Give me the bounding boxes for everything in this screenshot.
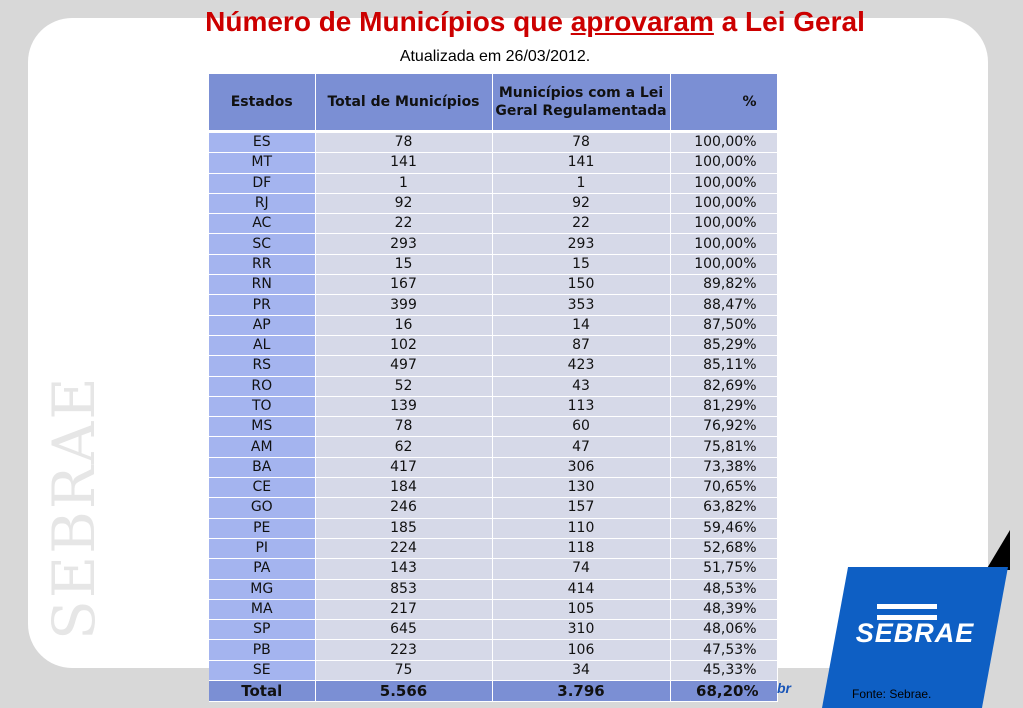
table-row [209, 396, 777, 416]
cell-total: 15 [315, 254, 492, 274]
cell-estado: RR [209, 254, 315, 274]
cell-percent: 100,00% [670, 153, 777, 173]
table-row [209, 376, 777, 396]
cell-total: 223 [315, 640, 492, 660]
cell-total: 143 [315, 559, 492, 579]
cell-percent: 70,65% [670, 478, 777, 498]
cell-percent: 45,33% [670, 660, 777, 680]
cell-regulamentada: 414 [492, 579, 670, 599]
cell-percent: 100,00% [670, 234, 777, 254]
table-total-row [209, 681, 777, 702]
table-row [209, 518, 777, 538]
header-municipios-lei-geral: Municípios com a Lei Geral Regulamentada [492, 74, 670, 132]
cell-regulamentada: 141 [492, 153, 670, 173]
cell-percent: 52,68% [670, 538, 777, 558]
table-row [209, 498, 777, 518]
cell-estado: SC [209, 234, 315, 254]
cell-total: 185 [315, 518, 492, 538]
cell-total: 22 [315, 214, 492, 234]
cell-regulamentada: 353 [492, 295, 670, 315]
total-label: Total [209, 681, 315, 702]
cell-total: 497 [315, 356, 492, 376]
cell-percent: 48,53% [670, 579, 777, 599]
header-estados: Estados [209, 74, 315, 132]
table-row [209, 315, 777, 335]
table-row [209, 457, 777, 477]
cell-total: 78 [315, 132, 492, 153]
cell-estado: RJ [209, 193, 315, 213]
cell-percent: 100,00% [670, 132, 777, 153]
municipios-table [209, 74, 778, 702]
sebrae-watermark: SEBRAE [40, 375, 108, 640]
source-note: Fonte: Sebrae. [852, 687, 932, 701]
title-part-1: Número de Municípios que [205, 6, 571, 37]
cell-regulamentada: 14 [492, 315, 670, 335]
cell-regulamentada: 130 [492, 478, 670, 498]
decor-triangle [986, 530, 1010, 570]
cell-estado: AC [209, 214, 315, 234]
cell-regulamentada: 1 [492, 173, 670, 193]
table-row [209, 356, 777, 376]
cell-percent: 85,29% [670, 335, 777, 355]
title-underlined-word: aprovaram [570, 6, 714, 37]
cell-percent: 76,92% [670, 417, 777, 437]
table-row [209, 437, 777, 457]
update-date: Atualizada em 26/03/2012. [399, 48, 591, 65]
table-row [209, 417, 777, 437]
cell-estado: PE [209, 518, 315, 538]
cell-estado: RN [209, 275, 315, 295]
cell-total: 141 [315, 153, 492, 173]
cell-percent: 63,82% [670, 498, 777, 518]
cell-percent: 100,00% [670, 193, 777, 213]
cell-total: 52 [315, 376, 492, 396]
total-regulamentada: 3.796 [492, 681, 670, 702]
cell-estado: TO [209, 396, 315, 416]
cell-total: 399 [315, 295, 492, 315]
cell-estado: PA [209, 559, 315, 579]
cell-total: 92 [315, 193, 492, 213]
cell-regulamentada: 157 [492, 498, 670, 518]
cell-estado: PI [209, 538, 315, 558]
table-body [209, 132, 777, 681]
cell-regulamentada: 15 [492, 254, 670, 274]
cell-total: 645 [315, 620, 492, 640]
table-row [209, 478, 777, 498]
cell-regulamentada: 293 [492, 234, 670, 254]
table-row [209, 132, 777, 153]
table-row [209, 173, 777, 193]
cell-total: 246 [315, 498, 492, 518]
table-row [209, 660, 777, 680]
table-row [209, 275, 777, 295]
cell-estado: SP [209, 620, 315, 640]
sebrae-logo-text: SEBRAE [855, 618, 975, 648]
table-row [209, 599, 777, 619]
cell-regulamentada: 310 [492, 620, 670, 640]
table-row [209, 234, 777, 254]
header-percent: % [670, 74, 777, 132]
cell-percent: 47,53% [670, 640, 777, 660]
cell-estado: SE [209, 660, 315, 680]
cell-percent: 75,81% [670, 437, 777, 457]
table-row [209, 335, 777, 355]
cell-estado: MG [209, 579, 315, 599]
cell-regulamentada: 43 [492, 376, 670, 396]
cell-percent: 82,69% [670, 376, 777, 396]
cell-percent: 48,39% [670, 599, 777, 619]
cell-regulamentada: 306 [492, 457, 670, 477]
cell-regulamentada: 113 [492, 396, 670, 416]
cell-estado: MA [209, 599, 315, 619]
table-row [209, 254, 777, 274]
cell-regulamentada: 78 [492, 132, 670, 153]
cell-total: 75 [315, 660, 492, 680]
cell-estado: PB [209, 640, 315, 660]
cell-estado: MS [209, 417, 315, 437]
cell-total: 78 [315, 417, 492, 437]
slide-title [0, 6, 1023, 38]
cell-estado: CE [209, 478, 315, 498]
table-row [209, 214, 777, 234]
cell-regulamentada: 60 [492, 417, 670, 437]
cell-regulamentada: 110 [492, 518, 670, 538]
table-row [209, 640, 777, 660]
cell-percent: 81,29% [670, 396, 777, 416]
cell-regulamentada: 87 [492, 335, 670, 355]
cell-regulamentada: 423 [492, 356, 670, 376]
header-total-municipios: Total de Municípios [315, 74, 492, 132]
cell-percent: 59,46% [670, 518, 777, 538]
cell-regulamentada: 74 [492, 559, 670, 579]
cell-total: 184 [315, 478, 492, 498]
table-row [209, 579, 777, 599]
cell-estado: PR [209, 295, 315, 315]
table-header-row [209, 74, 777, 132]
cell-total: 167 [315, 275, 492, 295]
cell-total: 217 [315, 599, 492, 619]
title-part-2: a Lei Geral [713, 6, 865, 37]
cell-regulamentada: 34 [492, 660, 670, 680]
cell-estado: ES [209, 132, 315, 153]
cell-estado: MT [209, 153, 315, 173]
url-suffix: br [777, 680, 791, 696]
cell-estado: RS [209, 356, 315, 376]
cell-percent: 100,00% [670, 214, 777, 234]
total-percent: 68,20% [670, 681, 777, 702]
cell-regulamentada: 106 [492, 640, 670, 660]
cell-estado: RO [209, 376, 315, 396]
cell-percent: 85,11% [670, 356, 777, 376]
table-row [209, 153, 777, 173]
cell-total: 853 [315, 579, 492, 599]
cell-regulamentada: 105 [492, 599, 670, 619]
cell-total: 16 [315, 315, 492, 335]
cell-total: 1 [315, 173, 492, 193]
cell-estado: GO [209, 498, 315, 518]
cell-regulamentada: 22 [492, 214, 670, 234]
cell-total: 224 [315, 538, 492, 558]
cell-percent: 51,75% [670, 559, 777, 579]
cell-percent: 88,47% [670, 295, 777, 315]
table-row [209, 193, 777, 213]
cell-percent: 73,38% [670, 457, 777, 477]
table-row [209, 559, 777, 579]
cell-total: 293 [315, 234, 492, 254]
cell-regulamentada: 150 [492, 275, 670, 295]
cell-estado: AL [209, 335, 315, 355]
cell-percent: 87,50% [670, 315, 777, 335]
cell-total: 417 [315, 457, 492, 477]
cell-total: 102 [315, 335, 492, 355]
cell-estado: AM [209, 437, 315, 457]
table-row [209, 538, 777, 558]
cell-estado: AP [209, 315, 315, 335]
cell-regulamentada: 92 [492, 193, 670, 213]
cell-percent: 100,00% [670, 173, 777, 193]
table-row [209, 295, 777, 315]
cell-percent: 89,82% [670, 275, 777, 295]
total-municipios: 5.566 [315, 681, 492, 702]
cell-estado: DF [209, 173, 315, 193]
cell-regulamentada: 118 [492, 538, 670, 558]
cell-total: 62 [315, 437, 492, 457]
cell-total: 139 [315, 396, 492, 416]
cell-estado: BA [209, 457, 315, 477]
cell-regulamentada: 47 [492, 437, 670, 457]
table-row [209, 620, 777, 640]
cell-percent: 100,00% [670, 254, 777, 274]
cell-percent: 48,06% [670, 620, 777, 640]
